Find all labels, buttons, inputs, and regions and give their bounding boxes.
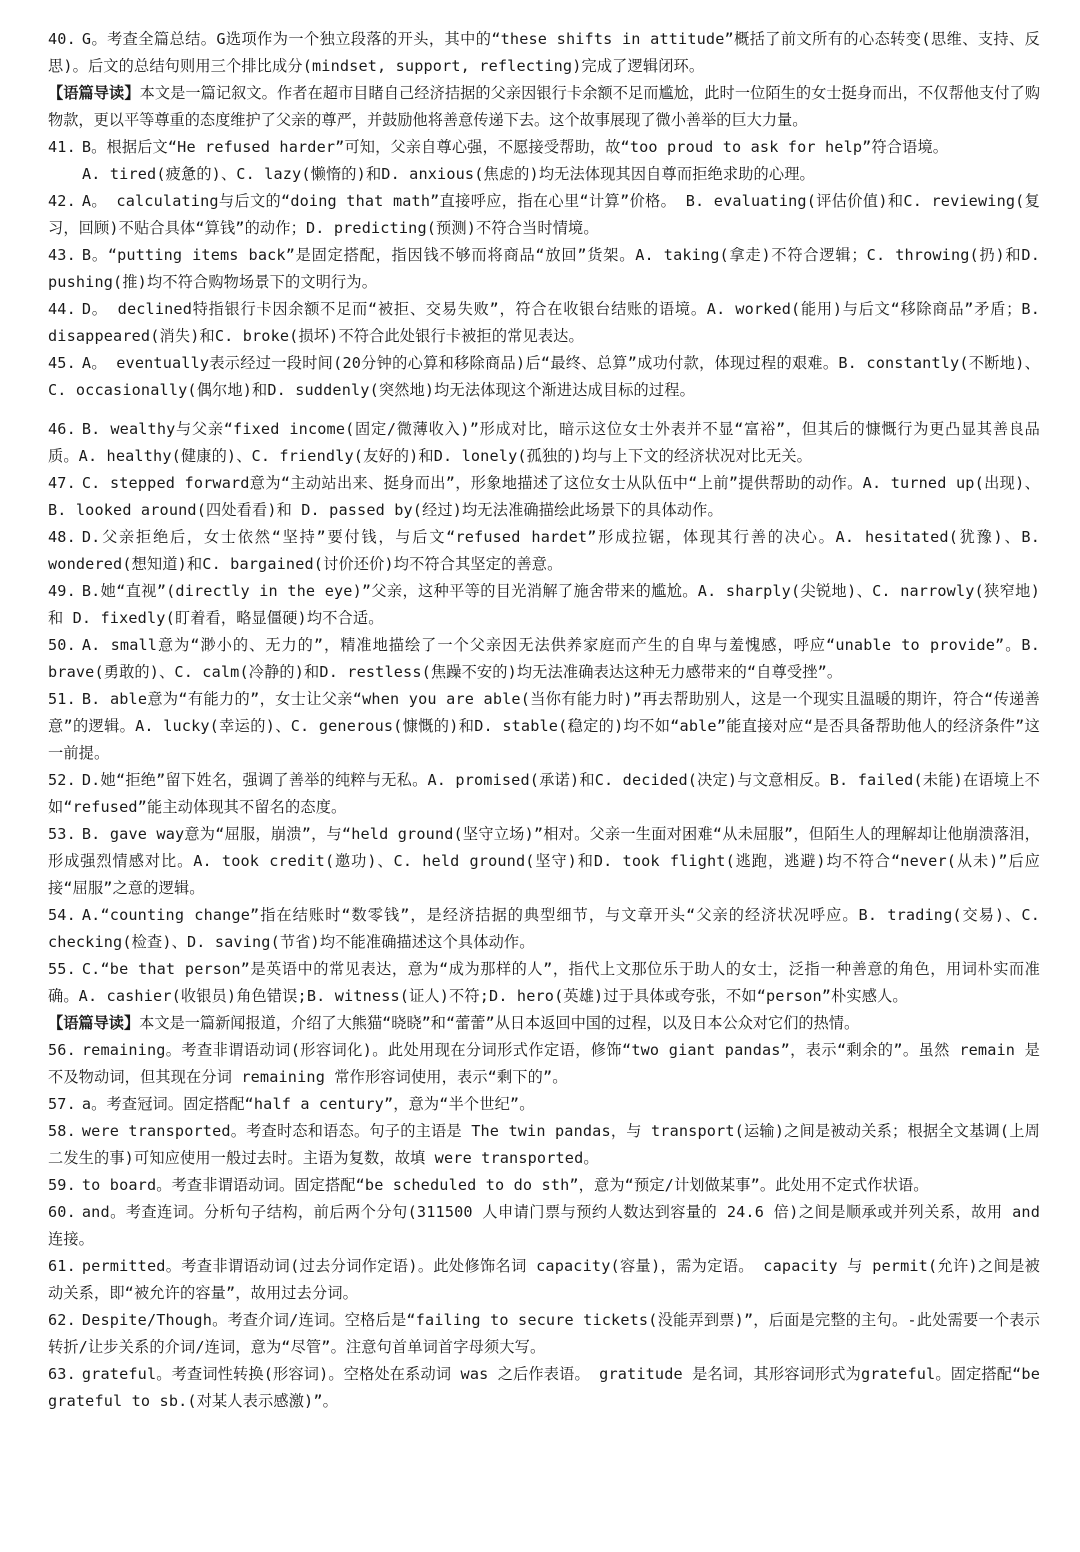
answer-number: 54. — [48, 906, 76, 924]
answer-text: D。 declined特指银行卡因余额不足而“被拒、交易失败”，符合在收银台结账的语境。A. worked(能用)与后文“移除商品”矛盾；B. disappeared(消失)和C. broke(损坏)不符合此处银行卡被拒的常见表达。 — [48, 300, 1040, 345]
answer-text: B。根据后文“He refused harder”可知，父亲自尊心强，不愿接受帮助，故“too proud to ask for help”符合语境。 — [81, 138, 949, 156]
answer-62 — [48, 1307, 1040, 1361]
answer-number: 40. — [48, 30, 76, 48]
answer-text: to board。考查非谓语动词。固定搭配“be scheduled to do sth”，意为“预定/计划做某事”。此处用不定式作状语。 — [81, 1176, 929, 1194]
answer-number: 43. — [48, 246, 76, 264]
answer-text: B.她“直视”(directly in the eye)”父亲，这种平等的目光消解了施舍带来的尴尬。A. sharply(尖锐地)、C. narrowly(狭窄地)和 D. fixedly(盯着看，略显僵硬)均不合适。 — [48, 582, 1040, 627]
answer-54 — [48, 902, 1040, 956]
answer-56 — [48, 1037, 1040, 1091]
answer-48 — [48, 524, 1040, 578]
passage-guide-1 — [48, 80, 1040, 134]
answer-61 — [48, 1253, 1040, 1307]
answer-number: 45. — [48, 354, 76, 372]
guide-tag: 【语篇导读】 — [48, 84, 140, 102]
answer-text: B. able意为“有能力的”，女士让父亲“when you are able(当你有能力时)”再去帮助别人，这是一个现实且温暖的期许，符合“传递善意”的逻辑。A. lucky(幸运的)、C. generous(慷慨的)和D. stable(稳定的)均不如“able”能直接对应“是否具备帮助他人的经济条件”这一前提。 — [48, 690, 1040, 762]
answer-number: 59. — [48, 1176, 76, 1194]
answer-text: D.她“拒绝”留下姓名，强调了善举的纯粹与无私。A. promised(承诺)和C. decided(决定)与文意相反。B. failed(未能)在语境上不如“refused”能主动体现其不留名的态度。 — [48, 771, 1040, 816]
section-gap — [48, 404, 1040, 416]
answer-number: 41. — [48, 138, 76, 156]
answer-text: A。 eventually表示经过一段时间(20分钟的心算和移除商品)后“最终、总算”成功付款，体现过程的艰难。B. constantly(不断地)、C. occasionally(偶尔地)和D. suddenly(突然地)均无法体现这个渐进达成目标的过程。 — [48, 354, 1040, 399]
answer-number: 46. — [48, 420, 76, 438]
answer-number: 58. — [48, 1122, 76, 1140]
answer-number: 42. — [48, 192, 76, 210]
answer-text: remaining。考查非谓语动词(形容词化)。此处用现在分词形式作定语，修饰“two giant pandas”，表示“剩余的”。虽然 remain 是不及物动词，但其现在分词 remaining 常作形容词使用，表示“剩下的”。 — [48, 1041, 1040, 1086]
answer-number: 57. — [48, 1095, 76, 1113]
answer-46 — [48, 416, 1040, 470]
answer-text: A. small意为“渺小的、无力的”，精准地描绘了一个父亲因无法供养家庭而产生的自卑与羞愧感，呼应“unable to provide”。B. brave(勇敢的)、C. calm(冷静的)和D. restless(焦躁不安的)均无法准确表达这种无力感带来的“自尊受挫”。 — [48, 636, 1040, 681]
answer-text: grateful。考查词性转换(形容词)。空格处在系动词 was 之后作表语。 gratitude 是名词，其形容词形式为grateful。固定搭配“be grateful to sb.(对某人表示感激)”。 — [48, 1365, 1040, 1410]
answer-text: B. gave way意为“屈服，崩溃”，与“held ground(坚守立场)”相对。父亲一生面对困难“从未屈服”，但陌生人的理解却让他崩溃落泪，形成强烈情感对比。A. took credit(邀功)、C. held ground(坚守)和D. took flight(逃跑，逃避)均不符合“never(从未)”后应接“屈服”之意的逻辑。 — [48, 825, 1040, 897]
answer-53 — [48, 821, 1040, 902]
answer-number: 53. — [48, 825, 76, 843]
answer-text: permitted。考查非谓语动词(过去分词作定语)。此处修饰名词 capacity(容量)，需为定语。 capacity 与 permit(允许)之间是被动关系，即“被允许的容量”，故用过去分词。 — [48, 1257, 1040, 1302]
answer-text: Despite/Though。考查介词/连词。空格后是“failing to secure tickets(没能弄到票)”，后面是完整的主句。-此处需要一个表示转折/让步关系的介词/连词，意为“尽管”。注意句首单词首字母须大写。 — [48, 1311, 1040, 1356]
answer-number: 49. — [48, 582, 76, 600]
answer-44 — [48, 296, 1040, 350]
answer-number: 47. — [48, 474, 76, 492]
answer-43 — [48, 242, 1040, 296]
answer-41 — [48, 134, 1040, 188]
answer-number: 48. — [48, 528, 76, 546]
answer-text-continued: A. tired(疲惫的)、C. lazy(懒惰的)和D. anxious(焦虑的)均无法体现其因自尊而拒绝求助的心理。 — [82, 165, 815, 183]
passage-guide-2 — [48, 1010, 1040, 1037]
answer-60 — [48, 1199, 1040, 1253]
answer-text: and。考查连词。分析句子结构，前后两个分句(311500 人申请门票与预约人数达到容量的 24.6 倍)之间是顺承或并列关系，故用 and 连接。 — [48, 1203, 1040, 1248]
answer-text: B。“putting items back”是固定搭配，指因钱不够而将商品“放回”货架。A. taking(拿走)不符合逻辑；C. throwing(扔)和D. pushing(推)均不符合购物场景下的文明行为。 — [48, 246, 1040, 291]
guide-tag: 【语篇导读】 — [48, 1014, 140, 1032]
answer-52 — [48, 767, 1040, 821]
answer-text: a。考查冠词。固定搭配“half a century”，意为“半个世纪”。 — [81, 1095, 535, 1113]
answer-57 — [48, 1091, 1040, 1118]
answer-text: were transported。考查时态和语态。句子的主语是 The twin pandas，与 transport(运输)之间是被动关系；根据全文基调(上周二发生的事)可知应使用一般过去时。主语为复数，故填 were transported。 — [48, 1122, 1040, 1167]
answer-45 — [48, 350, 1040, 404]
answer-number: 60. — [48, 1203, 76, 1221]
guide-text: 本文是一篇记叙文。作者在超市目睹自己经济拮据的父亲因银行卡余额不足而尴尬，此时一位陌生的女士挺身而出，不仅帮他支付了购物款，更以平等尊重的态度维护了父亲的尊严，并鼓励他将善意传递下去。这个故事展现了微小善举的巨大力量。 — [48, 84, 1041, 129]
answer-text: B. wealthy与父亲“fixed income(固定/微薄收入)”形成对比，暗示这位女士外表并不显“富裕”，但其后的慷慨行为更凸显其善良品质。A. healthy(健康的)、C. friendly(友好的)和D. lonely(孤独的)均与上下文的经济状况对比无关。 — [48, 420, 1040, 465]
answer-58 — [48, 1118, 1040, 1172]
answer-number: 51. — [48, 690, 76, 708]
answer-49 — [48, 578, 1040, 632]
answer-47 — [48, 470, 1040, 524]
answer-number: 63. — [48, 1365, 76, 1383]
answer-number: 44. — [48, 300, 76, 318]
answer-number: 61. — [48, 1257, 76, 1275]
answer-text: C. stepped forward意为“主动站出来、挺身而出”，形象地描述了这位女士从队伍中“上前”提供帮助的动作。A. turned up(出现)、B. looked around(四处看看)和 D. passed by(经过)均无法准确描绘此场景下的具体动作。 — [48, 474, 1040, 519]
answer-text: C.“be that person”是英语中的常见表达，意为“成为那样的人”，指代上文那位乐于助人的女士，泛指一种善意的角色，用词朴实而准确。A. cashier(收银员)角色错误;B. witness(证人)不符;D. hero(英雄)过于具体或夸张，不如“person”朴实感人。 — [48, 960, 1040, 1005]
guide-text: 本文是一篇新闻报道，介绍了大熊猫“晓晓”和“蕾蕾”从日本返回中国的过程，以及日本公众对它们的热情。 — [139, 1014, 860, 1032]
answer-50 — [48, 632, 1040, 686]
answer-63 — [48, 1361, 1040, 1415]
answer-text: A。 calculating与后文的“doing that math”直接呼应，指在心里“计算”价格。 B. evaluating(评估价值)和C. reviewing(复习，回顾)不贴合具体“算钱”的动作；D. predicting(预测)不符合当时情境。 — [48, 192, 1040, 237]
answer-number: 62. — [48, 1311, 76, 1329]
answer-number: 55. — [48, 960, 76, 978]
answer-text: G。考查全篇总结。G选项作为一个独立段落的开头，其中的“these shifts in attitude”概括了前文所有的心态转变(思维、支持、反思)。后文的总结句则用三个排比成分(mindset, support, reflecting)完成了逻辑闭环。 — [48, 30, 1040, 75]
answer-40 — [48, 26, 1040, 80]
answer-59 — [48, 1172, 1040, 1199]
answer-42 — [48, 188, 1040, 242]
answer-51 — [48, 686, 1040, 767]
answer-number: 52. — [48, 771, 76, 789]
answer-text: A.“counting change”指在结账时“数零钱”，是经济拮据的典型细节，与文章开头“父亲的经济状况呼应。B. trading(交易)、C. checking(检查)、D. saving(节省)均不能准确描述这个具体动作。 — [48, 906, 1040, 951]
answer-number: 56. — [48, 1041, 76, 1059]
answer-number: 50. — [48, 636, 76, 654]
answer-55 — [48, 956, 1040, 1010]
answer-text: D.父亲拒绝后，女士依然“坚持”要付钱，与后文“refused hardet”形成拉锯，体现其行善的决心。A. hesitated(犹豫)、B. wondered(想知道)和C. bargained(讨价还价)均不符合其坚定的善意。 — [48, 528, 1040, 573]
